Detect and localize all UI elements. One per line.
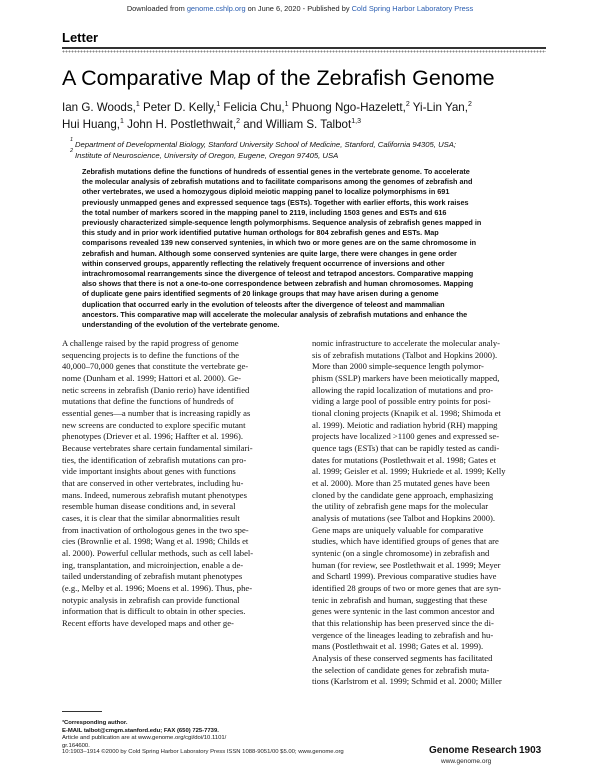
abstract-line: understanding of the evolution of the vertebrate genome. xyxy=(82,320,280,330)
author-name: and William S. Talbot xyxy=(239,118,352,131)
body-line: mutations that define the functions of hundreds of xyxy=(62,396,234,407)
article-doi-note: Article and publication are at www.genome.org/cgi/doi/10.1101/ xyxy=(62,735,227,742)
author-name: John H. Postlethwait, xyxy=(123,118,237,131)
body-line: sequencing projects is to define the functions of the xyxy=(62,349,240,360)
body-line: tenic in zebrafish and human, suggesting that these xyxy=(312,594,488,605)
author-line-1 xyxy=(62,99,562,116)
body-line: essential genes—a number that is increasing rapidly as xyxy=(62,408,251,419)
affiliation-text: Department of Developmental Biology, Stanford University School of Medicine, Stanford, California 94305, USA; xyxy=(75,140,457,149)
abstract-line: the molecular analysis of zebrafish mutations and to facilitate comparisons among the genomes of zebrafish and xyxy=(82,177,473,187)
body-line: Recent efforts have developed maps and other ge- xyxy=(62,618,234,629)
body-line: that are conserved in other vertebrates, including hu- xyxy=(62,478,244,489)
body-line: the utility of zebrafish gene maps for the molecular xyxy=(312,501,489,512)
body-line: phism (SSLP) markers have been meiotically mapped, xyxy=(312,373,500,384)
abstract-line: Zebrafish mutations define the functions of hundreds of essential genes in the vertebrate genome. To accelerate xyxy=(82,167,470,176)
abstract-line: also shows that there is not a one-to-one correspondence between zebrafish and human chromosomes. Mapping xyxy=(82,279,474,289)
body-line: Gene maps are uniquely valuable for comparative xyxy=(312,524,484,535)
body-line: allowing the rapid localization of mutations and pro- xyxy=(312,384,494,395)
body-line: viding a large pool of possible entry points for posi- xyxy=(312,396,491,407)
body-line: tions (Karlstrom et al. 1999; Schmid et al. 2000; Miller xyxy=(312,676,502,687)
body-line: syntenic (on a single chromosome) in zebrafish and xyxy=(312,548,490,559)
abstract-line: of duplicate gene pairs identified segments of 20 linkage groups that may have arisen during a genome xyxy=(82,289,439,299)
author-affiliation-mark: 2 xyxy=(467,101,472,109)
abstract-line: previously unmapped genes and expressed sequence tags (ESTs). Together with earlier efforts, this work raises xyxy=(82,197,469,207)
body-line: identified 28 groups of two or more genes that are syn- xyxy=(312,583,502,594)
abstract-line: duplication that occurred early in the evolution of teleosts after the divergence of teleost and mammalian xyxy=(82,299,445,309)
header-rule xyxy=(62,47,546,49)
author-name: Ian G. Woods, xyxy=(62,101,136,114)
footnotes xyxy=(62,720,302,750)
body-line: Analysis of these conserved segments has facilitated xyxy=(312,653,493,664)
body-line: vide important insights about genes with functions xyxy=(62,466,236,477)
body-line: mans (Postlethwait et al. 1998; Gates et al. 1999). xyxy=(312,641,484,652)
header-dotted-rule xyxy=(62,50,546,53)
author-affiliation-mark: 2 xyxy=(405,101,410,109)
abstract-line: intrachromosomal rearrangements since the divergence of teleost and tetrapod ancestors. Comparative mapping xyxy=(82,269,474,279)
body-line: netic screens in zebrafish (Danio rerio) have identified xyxy=(62,384,250,395)
body-line: dates for mutations (Postlethwait et al. 1998; Gates et xyxy=(312,454,497,465)
copyright-footer: 10:1903–1914 ©2000 by Cold Spring Harbor Laboratory Press ISSN 1088-9051/00 $5.00; www.genome.org xyxy=(62,749,344,755)
body-line: human (for review, see Postlethwait et al. 1999; Meyer xyxy=(312,559,501,570)
author-name: Phuong Ngo-Hazelett, xyxy=(288,101,406,114)
author-affiliation-mark: 1,3 xyxy=(351,118,361,126)
body-line: Because vertebrates share certain fundamental similari- xyxy=(62,443,253,454)
author-affiliation-mark: 1 xyxy=(216,101,221,109)
body-line: notypic analysis in zebrafish can provide functional xyxy=(62,594,240,605)
body-column-right xyxy=(312,338,546,688)
author-affiliation-mark: 1 xyxy=(284,101,289,109)
author-list xyxy=(62,99,562,133)
footnote-rule xyxy=(62,711,102,712)
abstract-line: ancestors. This comparative map will accelerate the molecular analysis of zebrafish mutations and enhance the xyxy=(82,309,468,319)
email-fax-note: E-MAIL talbot@cmgm.stanford.edu; FAX (650) 725-7739. xyxy=(62,727,219,734)
body-line: et al. 2000). More than 25 mutated genes have been xyxy=(312,478,490,489)
body-line: al. 2000). Powerful cellular methods, such as cell label- xyxy=(62,548,254,559)
author-affiliation-mark: 1 xyxy=(120,118,124,126)
body-line: vergence of the lineages leading to zebrafish and hu- xyxy=(312,629,494,640)
article-doi-note-cont: gr.164600. xyxy=(62,742,90,749)
publisher-link[interactable]: Cold Spring Harbor Laboratory Press xyxy=(351,4,474,13)
body-line: sis of zebrafish mutations (Talbot and Hopkins 2000). xyxy=(312,349,498,360)
author-name: Hui Huang, xyxy=(62,118,121,131)
body-line: phenotypes (Driever et al. 1996; Haffter et al. 1996). xyxy=(62,431,243,442)
affiliation-text: Institute of Neuroscience, University of Oregon, Eugene, Oregon 97405, USA xyxy=(75,151,339,160)
body-line: analysis of mutations (see Talbot and Hopkins 2000). xyxy=(312,513,496,524)
body-line: (e.g., Melby et al. 1996; Moens et al. 1996). Thus, phe- xyxy=(62,583,253,594)
body-line: cloned by the candidate gene approach, emphasizing xyxy=(312,489,494,500)
abstract-line: within conserved groups, apparently reflecting the relatively frequent occurrence of inversions and other xyxy=(82,258,445,268)
body-line: and Schartl 1999). Previous comparative studies have xyxy=(312,571,497,582)
abstract xyxy=(82,167,520,330)
abstract-line: this study and in prior work identified putative human orthologs for 804 zebrafish genes and ESTs. Map xyxy=(82,228,439,238)
body-line: al. 1999; Geisler et al. 1999; Hukriede et al. 1999; Kelly xyxy=(312,466,506,477)
body-line: studies, which have identified groups of genes that are xyxy=(312,536,499,547)
article-title: A Comparative Map of the Zebrafish Genome xyxy=(62,66,495,90)
journal-website[interactable]: www.genome.org xyxy=(441,758,492,765)
body-line: al. 1999). Meiotic and radiation hybrid (RH) mapping xyxy=(312,419,498,430)
section-label: Letter xyxy=(62,30,99,45)
affiliations xyxy=(70,137,555,161)
body-line: tailed understanding of zebrafish mutant phenotypes xyxy=(62,571,243,582)
body-line: the selection of candidate genes for zebrafish muta- xyxy=(312,664,490,675)
banner-middle: on June 6, 2020 - Published by xyxy=(245,4,352,13)
body-line: new screens are conducted to explore specific mutant xyxy=(62,419,246,430)
banner-prefix: Downloaded from xyxy=(126,4,187,13)
body-line: resemble human disease conditions and, in several xyxy=(62,501,236,512)
body-line: nomic infrastructure to accelerate the molecular analy- xyxy=(312,338,501,348)
body-line: cies (Brownlie et al. 1998; Wang et al. 1998; Childs et xyxy=(62,536,249,547)
body-line: nome (Dunham et al. 1999; Hattori et al. 2000). Ge- xyxy=(62,373,241,384)
body-line: tional cloning projects (Knapik et al. 1998; Shimoda et xyxy=(312,408,501,419)
body-line: that this relationship has been preserved since the di- xyxy=(312,618,494,629)
author-name: Felicia Chu, xyxy=(220,101,285,114)
site-link[interactable]: genome.cshlp.org xyxy=(186,4,246,13)
affiliation-2: 2 Institute of Neuroscience, University of Oregon, Eugene, Oregon 97405, USA xyxy=(70,148,339,160)
abstract-line: zebrafish and human. Although some conserved syntenies are quite large, there were changes in gene order xyxy=(82,248,457,258)
abstract-line: other vertebrates, we used a homozygous diploid meiotic mapping panel to localize polymorphisms in 691 xyxy=(82,187,450,197)
body-line: quence tags (ESTs) that can be rapidly tested as candi- xyxy=(312,443,500,454)
body-line: mans. Indeed, numerous zebrafish mutant phenotypes xyxy=(62,489,247,500)
body-line: More than 2000 simple-sequence length polymor- xyxy=(312,361,484,372)
journal-name: Genome Research xyxy=(429,745,517,756)
body-column-left xyxy=(62,338,296,630)
abstract-line: previously characterized simple-sequence length polymorphisms. Sequence analysis of zebrafish genes mapped in xyxy=(82,218,482,228)
author-line-2 xyxy=(62,116,562,133)
author-name: Peter D. Kelly, xyxy=(139,101,217,114)
author-name: Yi-Lin Yan, xyxy=(409,101,468,114)
body-line: ing, transplantation, and microinjection, enable a de- xyxy=(62,559,244,570)
download-banner xyxy=(0,4,600,13)
body-line: cases, it is clear that the similar abnormalities result xyxy=(62,513,240,524)
page-number: 1903 xyxy=(519,745,542,756)
affiliation-1: 1 Department of Developmental Biology, Stanford University School of Medicine, Stanford, California 94305, USA; xyxy=(70,137,457,149)
body-line: 40,000–70,000 genes that constitute the vertebrate ge- xyxy=(62,361,249,372)
abstract-line: the total number of markers scored in the mapping panel to 2119, including 1503 genes and ESTs and 616 xyxy=(82,207,447,217)
author-affiliation-mark: 1 xyxy=(135,101,140,109)
corresponding-author-note: ³Corresponding author. xyxy=(62,720,128,726)
body-line: from inactivation of orthologous genes in the two spe- xyxy=(62,524,249,535)
body-line: genes were syntenic in the last common ancestor and xyxy=(312,606,495,617)
body-line: ties, the identification of zebrafish mutations can pro- xyxy=(62,454,247,465)
abstract-line: comparisons revealed 139 new conserved syntenies, in which two or more genes are on the same chromosome in xyxy=(82,238,477,248)
body-line: projects have localized >1100 genes and expressed se- xyxy=(312,431,500,442)
body-line: information that is difficult to obtain in other species. xyxy=(62,606,246,617)
body-line: A challenge raised by the rapid progress of genome xyxy=(62,338,239,348)
author-affiliation-mark: 2 xyxy=(236,118,240,126)
